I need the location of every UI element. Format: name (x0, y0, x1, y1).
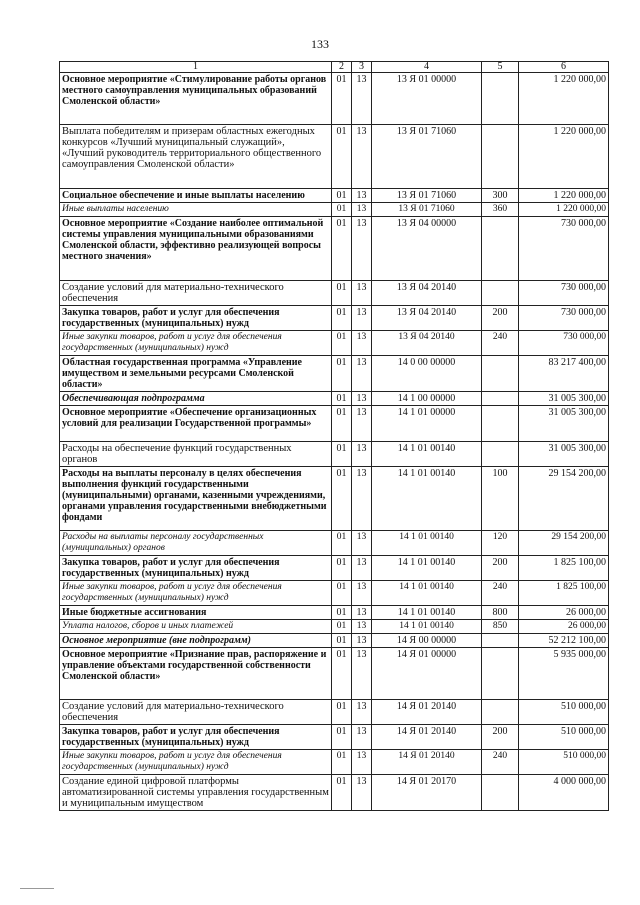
row-name: Уплата налогов, сборов и иных платежей (60, 620, 332, 634)
table-row (60, 606, 609, 620)
row-subsection: 13 (352, 73, 372, 125)
row-amount: 510 000,00 (519, 725, 609, 750)
row-name: Расходы на выплаты персоналу в целях обеспечения выполнения функций государственными (муниципальными) органами, казенными учреждениями, органами управления государственными внебюджетными фондами (60, 467, 332, 531)
scan-mark (20, 888, 54, 889)
row-amount: 52 212 100,00 (519, 634, 609, 648)
row-target-code: 14 1 01 00140 (372, 467, 482, 531)
row-subsection: 13 (352, 217, 372, 281)
row-section: 01 (332, 125, 352, 189)
row-target-code: 13 Я 01 71060 (372, 125, 482, 189)
row-target-code: 14 1 00 00000 (372, 392, 482, 406)
row-target-code: 13 Я 04 20140 (372, 281, 482, 306)
row-expense-type: 240 (482, 331, 519, 356)
row-name: Основное мероприятие «Создание наиболее оптимальной системы управления муниципальными образованиями Смоленской области, эффективно реализующей вопросы местного значения» (60, 217, 332, 281)
row-expense-type: 300 (482, 189, 519, 203)
row-expense-type: 360 (482, 203, 519, 217)
row-subsection: 13 (352, 556, 372, 581)
row-expense-type: 240 (482, 750, 519, 775)
table-row (60, 531, 609, 556)
row-section: 01 (332, 331, 352, 356)
row-subsection: 13 (352, 606, 372, 620)
row-target-code: 13 Я 04 20140 (372, 331, 482, 356)
row-subsection: 13 (352, 392, 372, 406)
table-row (60, 356, 609, 392)
row-subsection: 13 (352, 406, 372, 442)
row-name: Расходы на выплаты персоналу государственных (муниципальных) органов (60, 531, 332, 556)
row-section: 01 (332, 725, 352, 750)
row-section: 01 (332, 750, 352, 775)
row-name: Областная государственная программа «Управление имуществом и земельными ресурсами Смоленской области» (60, 356, 332, 392)
row-section: 01 (332, 556, 352, 581)
row-target-code: 14 1 01 00140 (372, 620, 482, 634)
row-section: 01 (332, 648, 352, 700)
row-name: Социальное обеспечение и иные выплаты населению (60, 189, 332, 203)
row-expense-type (482, 125, 519, 189)
table-row (60, 392, 609, 406)
table-row (60, 442, 609, 467)
row-target-code: 14 1 01 00140 (372, 581, 482, 606)
row-target-code: 13 Я 04 00000 (372, 217, 482, 281)
table-row (60, 125, 609, 189)
row-amount: 29 154 200,00 (519, 531, 609, 556)
row-target-code: 13 Я 01 00000 (372, 73, 482, 125)
row-expense-type (482, 775, 519, 811)
row-name: Выплата победителям и призерам областных ежегодных конкурсов «Лучший муниципальный служащий», «Лучший руководитель территориального общественного самоуправления Смоленской области» (60, 125, 332, 189)
row-subsection: 13 (352, 331, 372, 356)
row-section: 01 (332, 281, 352, 306)
row-section: 01 (332, 531, 352, 556)
row-expense-type (482, 73, 519, 125)
row-expense-type (482, 356, 519, 392)
row-expense-type: 200 (482, 306, 519, 331)
table-row (60, 467, 609, 531)
table-row (60, 581, 609, 606)
row-section: 01 (332, 442, 352, 467)
table-row (60, 73, 609, 125)
row-section: 01 (332, 775, 352, 811)
row-subsection: 13 (352, 725, 372, 750)
row-name: Иные бюджетные ассигнования (60, 606, 332, 620)
row-amount: 26 000,00 (519, 620, 609, 634)
row-subsection: 13 (352, 203, 372, 217)
row-target-code: 14 1 01 00140 (372, 442, 482, 467)
row-amount: 26 000,00 (519, 606, 609, 620)
row-expense-type (482, 217, 519, 281)
row-subsection: 13 (352, 281, 372, 306)
row-amount: 5 935 000,00 (519, 648, 609, 700)
row-target-code: 14 1 01 00140 (372, 606, 482, 620)
row-amount: 29 154 200,00 (519, 467, 609, 531)
row-amount: 1 220 000,00 (519, 73, 609, 125)
row-name: Создание единой цифровой платформы автоматизированной системы управления государственным и муниципальным имуществом (60, 775, 332, 811)
table-row (60, 620, 609, 634)
row-section: 01 (332, 306, 352, 331)
table-row (60, 775, 609, 811)
row-amount: 4 000 000,00 (519, 775, 609, 811)
row-subsection: 13 (352, 775, 372, 811)
row-name: Основное мероприятие (вне подпрограмм) (60, 634, 332, 648)
row-amount: 83 217 400,00 (519, 356, 609, 392)
row-amount: 1 220 000,00 (519, 189, 609, 203)
row-expense-type: 200 (482, 556, 519, 581)
row-target-code: 14 Я 00 00000 (372, 634, 482, 648)
row-target-code: 14 Я 01 00000 (372, 648, 482, 700)
row-target-code: 14 0 00 00000 (372, 356, 482, 392)
row-expense-type (482, 442, 519, 467)
table-row (60, 700, 609, 725)
table-header (60, 62, 609, 73)
row-name: Создание условий для материально-технического обеспечения (60, 700, 332, 725)
row-expense-type (482, 406, 519, 442)
row-target-code: 14 1 01 00000 (372, 406, 482, 442)
row-subsection: 13 (352, 189, 372, 203)
row-amount: 1 825 100,00 (519, 581, 609, 606)
row-name: Закупка товаров, работ и услуг для обеспечения государственных (муниципальных) нужд (60, 306, 332, 331)
header-row (60, 62, 609, 73)
row-amount: 730 000,00 (519, 217, 609, 281)
row-expense-type (482, 392, 519, 406)
table-row (60, 306, 609, 331)
table-row (60, 648, 609, 700)
row-section: 01 (332, 406, 352, 442)
row-amount: 31 005 300,00 (519, 392, 609, 406)
table-body (60, 73, 609, 811)
row-section: 01 (332, 581, 352, 606)
row-amount: 730 000,00 (519, 281, 609, 306)
header-col-3: 3 (352, 62, 372, 73)
row-expense-type (482, 648, 519, 700)
row-name: Закупка товаров, работ и услуг для обеспечения государственных (муниципальных) нужд (60, 725, 332, 750)
row-name: Иные закупки товаров, работ и услуг для обеспечения государственных (муниципальных) нужд (60, 581, 332, 606)
row-name: Иные закупки товаров, работ и услуг для обеспечения государственных (муниципальных) нужд (60, 331, 332, 356)
row-section: 01 (332, 634, 352, 648)
row-name: Расходы на обеспечение функций государственных органов (60, 442, 332, 467)
row-target-code: 14 Я 01 20140 (372, 750, 482, 775)
row-section: 01 (332, 606, 352, 620)
page-number: 133 (311, 37, 329, 51)
row-name: Создание условий для материально-технического обеспечения (60, 281, 332, 306)
table-row (60, 750, 609, 775)
row-section: 01 (332, 189, 352, 203)
row-subsection: 13 (352, 531, 372, 556)
table-row (60, 634, 609, 648)
row-expense-type: 850 (482, 620, 519, 634)
table-row (60, 331, 609, 356)
row-subsection: 13 (352, 581, 372, 606)
table-row (60, 281, 609, 306)
row-subsection: 13 (352, 356, 372, 392)
row-target-code: 13 Я 01 71060 (372, 189, 482, 203)
row-name: Обеспечивающая подпрограмма (60, 392, 332, 406)
row-section: 01 (332, 73, 352, 125)
header-col-1: 1 (60, 62, 332, 73)
row-subsection: 13 (352, 620, 372, 634)
row-target-code: 13 Я 01 71060 (372, 203, 482, 217)
row-name: Основное мероприятие «Обеспечение организационных условий для реализации Государственной программы» (60, 406, 332, 442)
row-subsection: 13 (352, 467, 372, 531)
row-subsection: 13 (352, 648, 372, 700)
table-row (60, 189, 609, 203)
row-expense-type (482, 281, 519, 306)
row-name: Основное мероприятие «Признание прав, распоряжение и управление объектами государственной собственности Смоленской области» (60, 648, 332, 700)
row-section: 01 (332, 620, 352, 634)
row-expense-type: 120 (482, 531, 519, 556)
table-row (60, 203, 609, 217)
row-target-code: 14 1 01 00140 (372, 556, 482, 581)
row-amount: 1 825 100,00 (519, 556, 609, 581)
row-expense-type (482, 634, 519, 648)
row-amount: 510 000,00 (519, 700, 609, 725)
row-subsection: 13 (352, 634, 372, 648)
row-subsection: 13 (352, 306, 372, 331)
row-target-code: 14 1 01 00140 (372, 531, 482, 556)
row-section: 01 (332, 392, 352, 406)
header-col-2: 2 (332, 62, 352, 73)
row-amount: 1 220 000,00 (519, 125, 609, 189)
row-expense-type: 200 (482, 725, 519, 750)
row-section: 01 (332, 467, 352, 531)
table-row (60, 406, 609, 442)
row-name: Иные выплаты населению (60, 203, 332, 217)
row-amount: 31 005 300,00 (519, 442, 609, 467)
row-name: Основное мероприятие «Стимулирование работы органов местного самоуправления муниципальных образований Смоленской области» (60, 73, 332, 125)
row-name: Иные закупки товаров, работ и услуг для обеспечения государственных (муниципальных) нужд (60, 750, 332, 775)
row-amount: 1 220 000,00 (519, 203, 609, 217)
row-expense-type (482, 700, 519, 725)
row-expense-type: 800 (482, 606, 519, 620)
row-amount: 730 000,00 (519, 306, 609, 331)
row-subsection: 13 (352, 442, 372, 467)
row-amount: 31 005 300,00 (519, 406, 609, 442)
budget-table (59, 61, 609, 811)
row-section: 01 (332, 356, 352, 392)
row-target-code: 14 Я 01 20170 (372, 775, 482, 811)
header-col-6: 6 (519, 62, 609, 73)
table-row (60, 725, 609, 750)
header-col-4: 4 (372, 62, 482, 73)
row-section: 01 (332, 217, 352, 281)
row-target-code: 14 Я 01 20140 (372, 700, 482, 725)
row-amount: 510 000,00 (519, 750, 609, 775)
row-section: 01 (332, 203, 352, 217)
table-row (60, 556, 609, 581)
row-subsection: 13 (352, 750, 372, 775)
row-name: Закупка товаров, работ и услуг для обеспечения государственных (муниципальных) нужд (60, 556, 332, 581)
row-target-code: 13 Я 04 20140 (372, 306, 482, 331)
table-row (60, 217, 609, 281)
row-expense-type: 100 (482, 467, 519, 531)
row-subsection: 13 (352, 700, 372, 725)
row-subsection: 13 (352, 125, 372, 189)
row-expense-type: 240 (482, 581, 519, 606)
row-section: 01 (332, 700, 352, 725)
row-target-code: 14 Я 01 20140 (372, 725, 482, 750)
header-col-5: 5 (482, 62, 519, 73)
row-amount: 730 000,00 (519, 331, 609, 356)
